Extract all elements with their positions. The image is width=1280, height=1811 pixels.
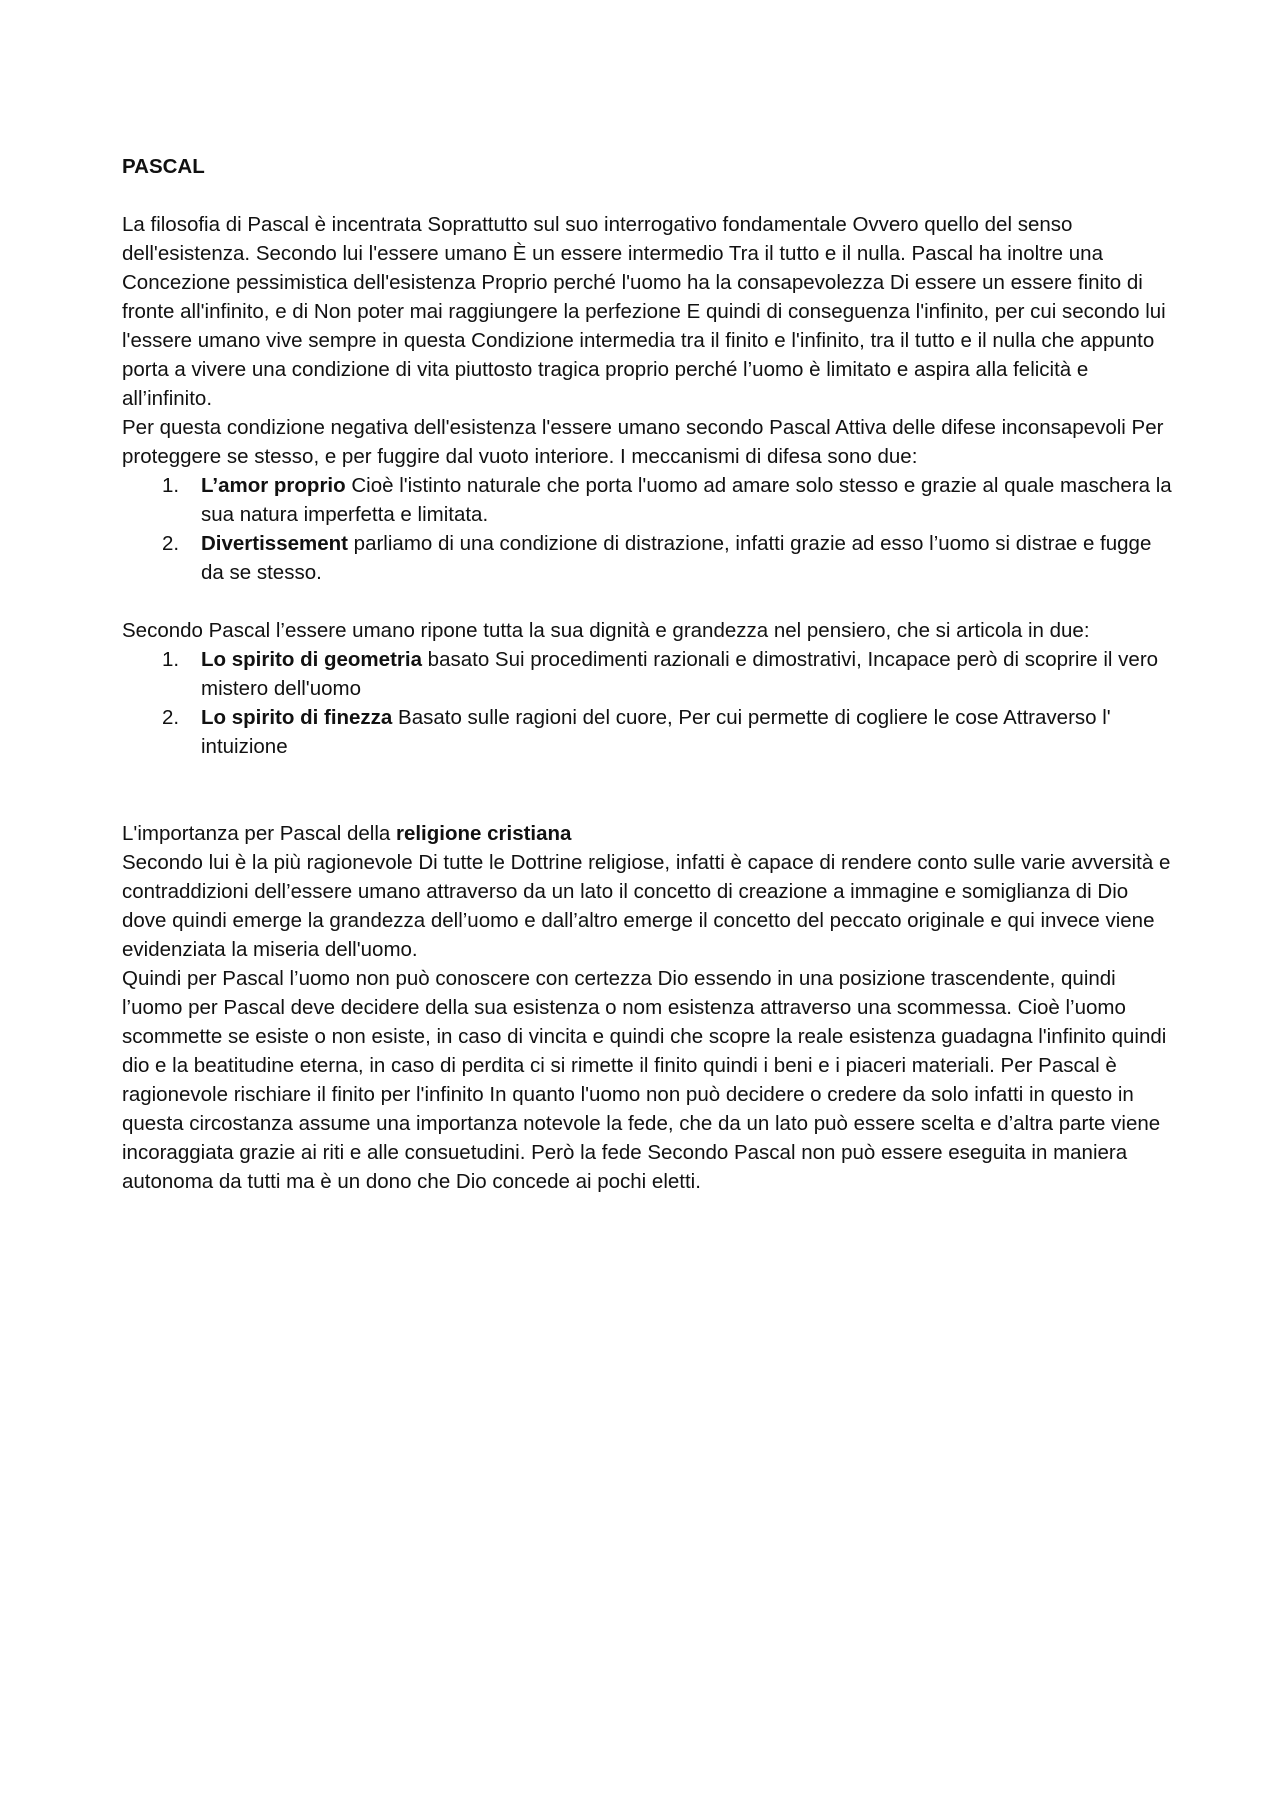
religion-heading	[122, 819, 1172, 848]
thought-intro-paragraph: Secondo Pascal l’essere umano ripone tutta la sua dignità e grandezza nel pensiero, che si articola in due:	[122, 619, 1090, 642]
list-item	[122, 703, 1172, 761]
religion-paragraph-1: Secondo lui è la più ragionevole Di tutte le Dottrine religiose, infatti è capace di rendere conto sulle varie avversità e contraddizioni dell’essere umano attraverso da un lato il concetto di creazione a immagine e somiglianza di Dio dove quindi emerge la grandezza dell’uomo e dall’altro emerge il concetto del peccato originale e qui invece viene evidenziata la miseria dell'uomo.	[122, 851, 1171, 961]
list-item	[122, 529, 1172, 587]
document-title: PASCAL	[122, 155, 205, 178]
list-text: parliamo di una condizione di distrazione, infatti grazie ad esso l’uomo si distrae e fugge da se stesso.	[201, 532, 1152, 584]
spacer	[122, 761, 1172, 819]
list-item	[122, 645, 1172, 703]
list-text: Basato sulle ragioni del cuore, Per cui permette di cogliere le cose Attraverso l' intuizione	[201, 706, 1111, 758]
religion-heading-prefix: L'importanza per Pascal della	[122, 822, 396, 845]
list-number: 2.	[162, 532, 180, 555]
spacer	[122, 587, 1172, 616]
religion-heading-bold: religione cristiana	[395, 822, 572, 845]
list-term: Lo spirito di finezza	[201, 706, 393, 729]
document-page	[122, 152, 1172, 1196]
list-term: Lo spirito di geometria	[201, 648, 422, 671]
list-number: 2.	[162, 706, 180, 729]
intro-paragraph-2: Per questa condizione negativa dell'esistenza l'essere umano secondo Pascal Attiva delle difese inconsapevoli Per proteggere se stesso, e per fuggire dal vuoto interiore. I meccanismi di difesa sono due:	[122, 416, 1164, 468]
list-item	[122, 471, 1172, 529]
list-term: L’amor proprio	[201, 474, 346, 497]
list-number: 1.	[162, 474, 180, 497]
religion-paragraph-2: Quindi per Pascal l’uomo non può conoscere con certezza Dio essendo in una posizione trascendente, quindi l’uomo per Pascal deve decidere della sua esistenza o nom esistenza attraverso una scommessa. Cioè l’uomo scommette se esiste o non esiste, in caso di vincita e quindi che scopre la reale esistenza guadagna l'infinito quindi dio e la beatitudine eterna, in caso di perdita ci si rimette il finito quindi i beni e i piaceri materiali. Per Pascal è ragionevole rischiare il finito per l'infinito In quanto l'uomo non può decidere o credere da solo infatti in questo in questa circostanza assume una importanza notevole la fede, che da un lato può essere scelta e d’altra parte viene incoraggiata grazie ai riti e alle consuetudini. Però la fede Secondo Pascal non può essere eseguita in maniera autonoma da tutti ma è un dono che Dio concede ai pochi eletti.	[122, 967, 1167, 1193]
list-term: Divertissement	[201, 532, 348, 555]
list-text: Cioè l'istinto naturale che porta l'uomo ad amare solo stesso e grazie al quale maschera la sua natura imperfetta e limitata.	[201, 474, 1172, 526]
spirits-list	[122, 645, 1172, 761]
defenses-list	[122, 471, 1172, 587]
list-number: 1.	[162, 648, 180, 671]
list-text: basato Sui procedimenti razionali e dimostrativi, Incapace però di scoprire il vero mistero dell'uomo	[201, 648, 1159, 700]
intro-paragraph-1: La filosofia di Pascal è incentrata Soprattutto sul suo interrogativo fondamentale Ovvero quello del senso dell'esistenza. Secondo lui l'essere umano È un essere intermedio Tra il tutto e il nulla. Pascal ha inoltre una Concezione pessimistica dell'esistenza Proprio perché l'uomo ha la consapevolezza Di essere un essere finito di fronte all'infinito, e di Non poter mai raggiungere la perfezione E quindi di conseguenza l'infinito, per cui secondo lui l'essere umano vive sempre in questa Condizione intermedia tra il finito e l'infinito, tra il tutto e il nulla che appunto porta a vivere una condizione di vita piuttosto tragica proprio perché l’uomo è limitato e aspira alla felicità e all’infinito.	[122, 213, 1166, 410]
